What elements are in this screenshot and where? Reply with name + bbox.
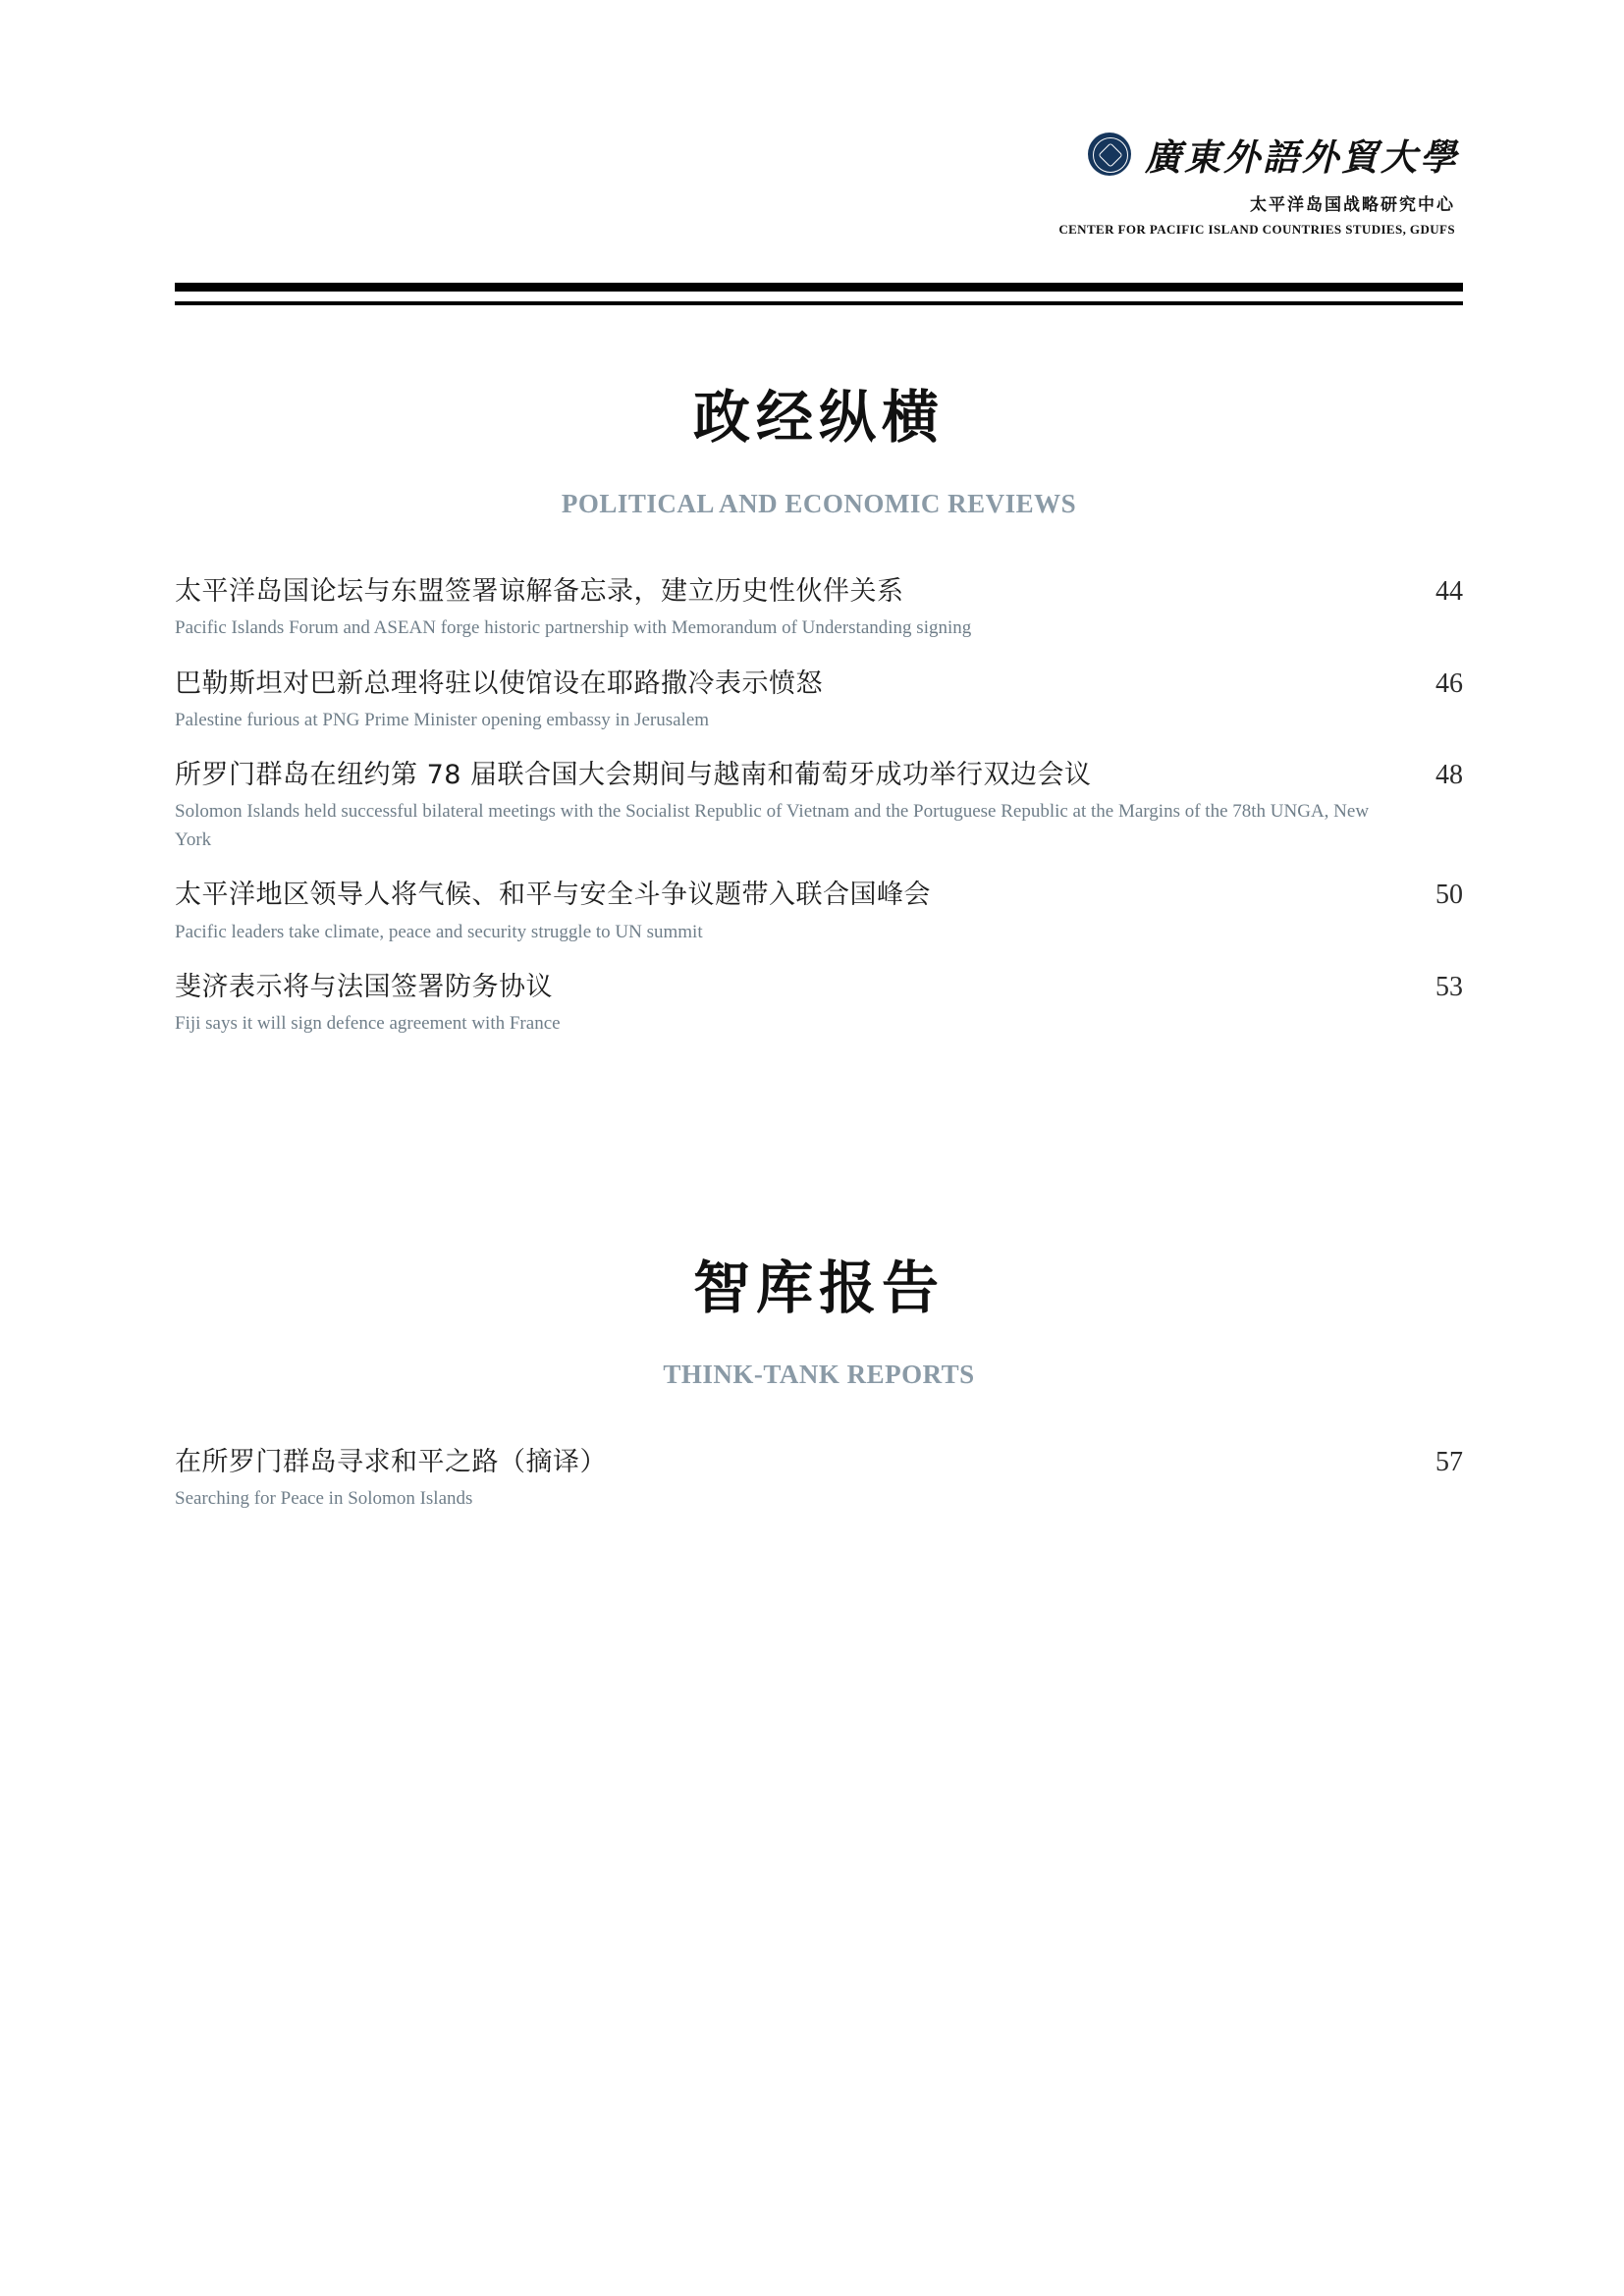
- section-think-tank-reports: [175, 1242, 1463, 1535]
- toc-entry-title-en: Solomon Islands held successful bilateral meetings with the Socialist Republic of Vietnam and the Portuguese Republic at the Margins of the 78th UNGA, New York: [175, 801, 1370, 850]
- toc-entry-title-en: Searching for Peace in Solomon Islands: [175, 1488, 473, 1510]
- toc-entry[interactable]: [175, 756, 1463, 858]
- toc-entry[interactable]: [175, 572, 1463, 647]
- toc-entry-title-en: Pacific leaders take climate, peace and security struggle to UN summit: [175, 921, 703, 942]
- toc-entry-row: [175, 876, 1463, 914]
- toc-entry[interactable]: [175, 876, 1463, 950]
- toc-entry-page-number: 57: [1435, 1447, 1463, 1477]
- toc-list-thinktank: [175, 1443, 1463, 1518]
- toc-entry-title-cn: 在所罗门群岛寻求和平之路（摘译）: [175, 1447, 607, 1477]
- toc-entry-row: [175, 665, 1463, 703]
- toc-entry-title-cn: 太平洋岛国论坛与东盟签署谅解备忘录，建立历史性伙伴关系: [175, 576, 904, 607]
- toc-entry-title-cn: 巴勒斯坦对巴新总理将驻以使馆设在耶路撒冷表示愤怒: [175, 667, 823, 699]
- toc-entry-row: [175, 1443, 1463, 1481]
- section-title-en: POLITICAL AND ECONOMIC REVIEWS: [561, 489, 1077, 518]
- center-name-en: CENTER FOR PACIFIC ISLAND COUNTRIES STUDIES, GDUFS: [1058, 222, 1455, 237]
- section-title-en: THINK-TANK REPORTS: [663, 1360, 975, 1389]
- university-seal-icon: [1088, 133, 1131, 176]
- toc-entry[interactable]: [175, 968, 1463, 1042]
- toc-entry-page-number: 44: [1435, 576, 1463, 607]
- section-title-cn: 智库报告: [692, 1255, 945, 1321]
- divider-thin: [175, 301, 1463, 305]
- toc-entry-title-en: Palestine furious at PNG Prime Minister opening embassy in Jerusalem: [175, 709, 710, 730]
- section-title-cn: 政经纵横: [692, 384, 945, 451]
- toc-entry-row: [175, 572, 1463, 611]
- toc-entry-row: [175, 756, 1463, 794]
- toc-entry[interactable]: [175, 665, 1463, 739]
- toc-entry-page-number: 48: [1435, 760, 1463, 791]
- toc-entry-title-en: Fiji says it will sign defence agreement with France: [175, 1013, 561, 1035]
- toc-entry-page-number: 46: [1435, 667, 1463, 699]
- toc-list-political: [175, 572, 1463, 1042]
- toc-entry-row: [175, 968, 1463, 1006]
- center-name-cn: 太平洋岛国战略研究中心: [1250, 195, 1455, 215]
- masthead-logo-row: [850, 128, 1459, 181]
- toc-entry-page-number: 50: [1435, 880, 1463, 911]
- toc-entry-title-en: Pacific Islands Forum and ASEAN forge historic partnership with Memorandum of Understanding signing: [175, 617, 972, 639]
- toc-entry-page-number: 53: [1435, 972, 1463, 1003]
- toc-entry-title-cn: 斐济表示将与法国签署防务协议: [175, 972, 553, 1003]
- section-political-economic-reviews: [175, 371, 1463, 1060]
- masthead: [850, 128, 1459, 238]
- toc-entry-title-cn: 所罗门群岛在纽约第 78 届联合国大会期间与越南和葡萄牙成功举行双边会议: [175, 760, 1092, 791]
- toc-entry[interactable]: [175, 1443, 1463, 1518]
- divider-thick: [175, 283, 1463, 292]
- toc-entry-title-cn: 太平洋地区领导人将气候、和平与安全斗争议题带入联合国峰会: [175, 880, 931, 911]
- university-name-cn: 廣東外語外貿大學: [1145, 135, 1459, 179]
